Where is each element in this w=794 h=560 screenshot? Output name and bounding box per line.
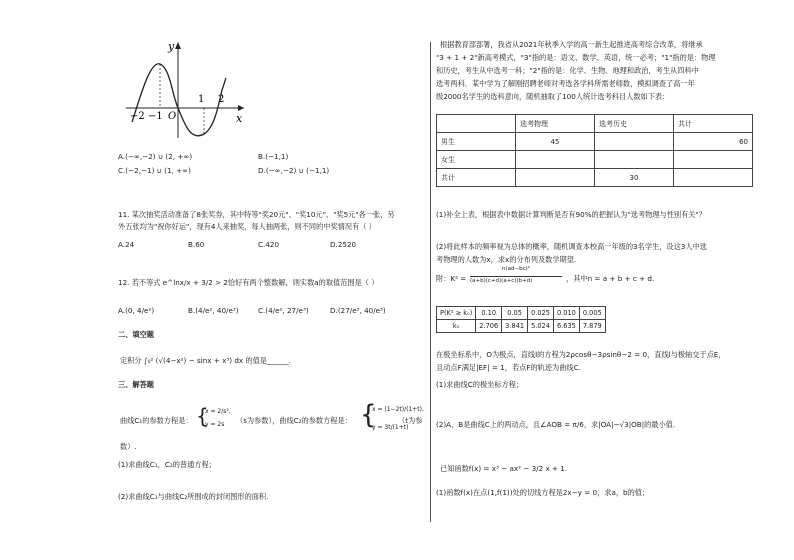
function-graph: [122, 38, 250, 142]
curve: [132, 64, 226, 136]
table-cell: 男生: [437, 133, 516, 151]
q18-line1: 根据教育部部署，我省从2021年秋季入学的高一新生起推进高考综合改革，将继承: [440, 40, 703, 49]
q12-option-d: D.(27/e³, 40/e³): [330, 306, 386, 315]
table-header-cell: 共计: [674, 115, 753, 133]
table-cell: [595, 151, 674, 169]
q20-line1: 已知函数f(x) = x³ − ax² − 3/2 x + 1.: [440, 464, 568, 473]
q12-line1: 12. 若不等式 e^lnx/x + 3/2 > 2恰好有两个整数解，则实数a的取值范围是（ ）: [118, 278, 379, 287]
table-cell: 女生: [437, 151, 516, 169]
y-axis-arrow: [175, 42, 181, 49]
k-value: 6.635: [553, 320, 579, 333]
q18-line2: "3 + 1 + 2"新高考模式，"3"指的是：语文、数学、英语，统一必考；"1"指的是：物理: [436, 53, 716, 62]
table-header-row: [437, 115, 753, 133]
q13-text: 定积分 ∫₀² (√(4−x²) − sinx + x³) dx 的值是______.: [120, 356, 291, 365]
q19-line2: 且动点F满足|EF| = 1，若点F的轨迹为曲线C.: [436, 363, 581, 372]
q17-tail: （t为参: [398, 416, 423, 425]
section-fill-in: 二、填空题: [118, 330, 154, 339]
formula-denominator: (a+b)(c+d)(a+c)(b+d): [470, 278, 533, 284]
x-label: x: [236, 112, 243, 125]
q12-option-c: C.(4/e², 27/e³): [258, 306, 309, 315]
q17-sys2-b: y = 3t/(1+t): [372, 424, 409, 431]
q11-option-c: C.420: [258, 240, 280, 249]
q17-sys1-b: y = 2s: [205, 421, 225, 428]
q17-line2: 数）.: [120, 442, 137, 451]
table-row: [437, 133, 753, 151]
critical-value-table: [436, 306, 606, 333]
formula-tail: ，其中n = a + b + c + d.: [566, 274, 655, 283]
p-label: P(K² ≥ k₀): [437, 307, 476, 320]
table-header-cell: 选考历史: [595, 115, 674, 133]
q17-brace2: {: [360, 400, 377, 430]
tick-2: 2: [218, 94, 225, 105]
q19-line1: 在极坐标系中，O为极点，直线l的方程为2ρcosθ−3ρsinθ−2 = 0，直线l与极轴交于点E，: [436, 350, 726, 359]
k-label: k₀: [437, 320, 476, 333]
formula-lead: 附：K² =: [436, 274, 467, 283]
q12-option-b: B.(4/e², 40/e³): [188, 306, 239, 315]
column-divider: [430, 42, 431, 522]
q11-option-d: D.2520: [330, 240, 357, 249]
q10-option-c: C.(−2,−1) ∪ (1, +∞): [118, 166, 191, 175]
table-cell: [674, 151, 753, 169]
table-cell: 45: [516, 133, 595, 151]
k-value: 3.841: [502, 320, 528, 333]
q18-line3: 和历史，考生从中选考一科；"2"指的是：化学、生物、地理和政治，考生从四科中: [436, 66, 699, 75]
q19-sub2: (2)A，B是曲线C上的两动点，且∠AOB = π/6，求|OA|−√3|OB|的最小值.: [436, 420, 676, 429]
k-value: 5.024: [528, 320, 554, 333]
selection-table: [436, 114, 753, 187]
tick-m2: −2: [130, 111, 145, 122]
p-row: [437, 307, 606, 320]
q17-sys1-a: x = 2/s²,: [205, 408, 231, 415]
q17-intro: 曲线C₁的参数方程是：: [120, 416, 193, 425]
table-cell: 共计: [437, 169, 516, 187]
table-header-cell: 选考物理: [516, 115, 595, 133]
q11-line2: 外五张均为"祝你好运"，现有4人来抽奖，每人抽两张，则不同的中奖情况有（ ）: [118, 222, 376, 231]
q18-sub2a: (2)将此样本的频率视为总体的概率，随机调查本校高一年级的3名学生，设这3人中选: [436, 242, 707, 251]
q17-sub1: (1)求曲线C₁，C₂的普通方程；: [118, 460, 216, 469]
formula-fraction-bar: [470, 276, 562, 277]
tick-m1: −1: [148, 111, 163, 122]
p-value: 0.10: [476, 307, 502, 320]
table-cell: [516, 151, 595, 169]
q18-line4: 选考两科．某中学为了解刚招聘老师对考选各学科所需老师数，模拟调查了高一年: [436, 79, 695, 88]
q12-option-a: A.(0, 4/e²): [118, 306, 155, 315]
k-row: [437, 320, 606, 333]
q10-option-a: A.(−∞,−2) ∪ (2, +∞): [118, 152, 193, 161]
table-row: [437, 169, 753, 187]
p-value: 0.025: [528, 307, 554, 320]
tick-1: 1: [198, 94, 205, 105]
y-label: y: [168, 40, 175, 53]
table-row: [437, 151, 753, 169]
table-header-cell: [437, 115, 516, 133]
q10-option-d: D.(−∞,−2) ∪ (−1,1): [258, 166, 330, 175]
q17-sub2: (2)求曲线C₁与曲线C₂所围成的封闭图形的面积.: [118, 492, 269, 501]
table-cell: [516, 169, 595, 187]
table-cell: [595, 133, 674, 151]
q11-option-a: A.24: [118, 240, 135, 249]
k-value: 7.879: [579, 320, 605, 333]
table-cell: [674, 169, 753, 187]
q20-sub1: (1)函数f(x)在点(1,f(1))处的切线方程是2x−y = 0，求a，b的值；: [436, 488, 650, 497]
q18-line5: 级2000名学生的选科意向，随机抽取了100人统计选考科目人数如下表：: [436, 92, 670, 101]
p-value: 0.005: [579, 307, 605, 320]
q19-sub1: (1)求曲线C的极坐标方程；: [436, 380, 524, 389]
origin-label: O: [168, 111, 177, 122]
section-answer: 三、解答题: [118, 380, 154, 389]
table-cell: 60: [674, 133, 753, 151]
q17-brace1: {: [196, 404, 209, 428]
q17-sys2-a: x = (1−2t)/(1+t),: [372, 406, 424, 413]
q10-option-b: B.(−1,1): [258, 152, 289, 161]
p-value: 0.010: [553, 307, 579, 320]
k-value: 2.706: [476, 320, 502, 333]
formula-numerator: n(ad−bc)²: [502, 266, 530, 272]
q11-option-b: B.60: [188, 240, 205, 249]
q11-line1: 11. 某次抽奖活动准备了8张奖券，其中特等"奖20元"、"奖10元"、"奖5元"各一张，另: [118, 210, 395, 219]
x-axis-arrow: [238, 105, 244, 111]
q18-sub2b: 考物理的人数为x，求x的分布列及数学期望.: [436, 255, 577, 264]
q18-sub1: (1)补全上表，根据表中数据计算判断是否有90%的把握认为"选考物理与性别有关"？: [436, 210, 706, 219]
p-value: 0.05: [502, 307, 528, 320]
table-cell: 30: [595, 169, 674, 187]
q17-mid: （s为参数），曲线C₂的参数方程是：: [236, 416, 352, 425]
